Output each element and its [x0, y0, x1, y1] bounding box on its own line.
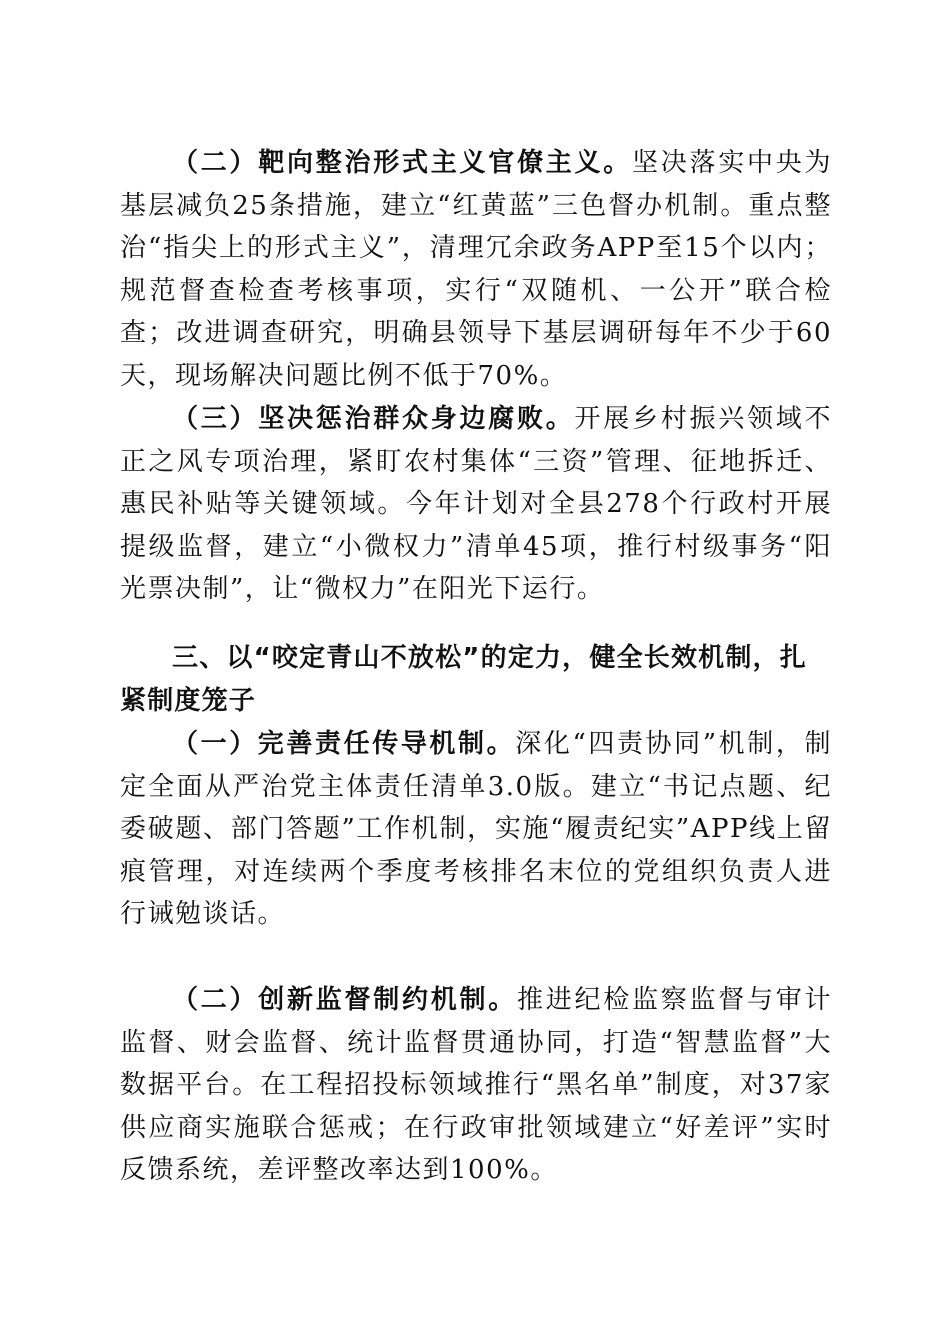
paragraph-formalism: [120, 142, 832, 398]
paragraph-body: 坚决落实中央为基层减负25条措施，建立“红黄蓝”三色督办机制。重点整治“指尖上的形式主义”，清理冗余政务APP至15个以内；规范督查检查考核事项，实行“双随机、一公开”联合检查；改进调查研究，明确县领导下基层调研每年不少于60天，现场解决问题比例不低于70%。: [120, 148, 832, 391]
paragraph-responsibility: [120, 723, 832, 936]
paragraph-body: 推进纪检监察监督与审计监督、财会监督、统计监督贯通协同，打造“智慧监督”大数据平台。在工程招投标领域推行“黑名单”制度，对37家供应商实施联合惩戒；在行政审批领域建立“好差评”实时反馈系统，差评整改率达到100%。: [120, 985, 832, 1186]
paragraph-body: 开展乡村振兴领域不正之风专项治理，紧盯农村集体“三资”管理、征地拆迁、惠民补贴等关键领域。今年计划对全县278个行政村开展提级监督，建立“小微权力”清单45项，推行村级事务“阳光票决制”，让“微权力”在阳光下运行。: [120, 404, 832, 605]
paragraph-lead: （二）靶向整治形式主义官僚主义。: [172, 148, 632, 178]
paragraph-lead: （三）坚决惩治群众身边腐败。: [172, 404, 575, 434]
paragraph-lead: （二）创新监督制约机制。: [172, 985, 517, 1015]
paragraph-body: 深化“四责协同”机制，制定全面从严治党主体责任清单3.0版。建立“书记点题、纪委破题、部门答题”工作机制，实施“履责纪实”APP线上留痕管理，对连续两个季度考核排名末位的党组织负责人进行诫勉谈话。: [120, 729, 832, 930]
paragraph-corruption: [120, 398, 832, 611]
paragraph-supervision: [120, 979, 832, 1192]
paragraph-lead: （一）完善责任传导机制。: [172, 729, 516, 759]
section-heading: 三、以“咬定青山不放松”的定力，健全长效机制，扎紧制度笼子: [120, 643, 807, 716]
